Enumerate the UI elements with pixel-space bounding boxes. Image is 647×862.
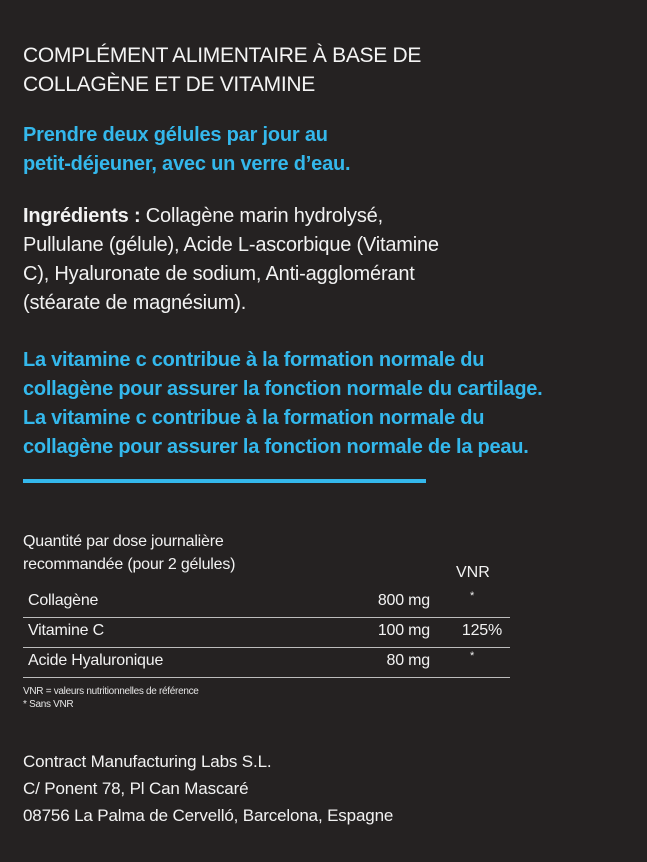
nutrition-table: [23, 588, 510, 678]
nutrition-header-line-1: Quantité par dose journalière: [23, 533, 224, 550]
nutrition-header: [23, 530, 235, 576]
ingredients-line-3: C), Hyaluronate de sodium, Anti-agglomérant: [23, 263, 415, 285]
nutrient-vnr: 125%: [461, 622, 502, 639]
usage-line-1: Prendre deux gélules par jour au: [23, 124, 328, 146]
footnotes: [23, 685, 199, 711]
nutrient-amount: 800 mg: [377, 592, 430, 609]
usage-instructions: [23, 121, 350, 179]
nutrient-vnr: *: [469, 590, 475, 602]
vnr-column-header: VNR: [456, 564, 490, 581]
ingredients-line-4: (stéarate de magnésium).: [23, 292, 247, 314]
nutrient-amount: 100 mg: [377, 622, 430, 639]
nutrient-vnr: *: [469, 650, 475, 662]
nutrient-name: Vitamine C: [28, 622, 104, 639]
health-claims: [23, 346, 542, 462]
claim-line-4: collagène pour assurer la fonction normale de la peau.: [23, 436, 529, 458]
footnote-vnr: VNR = valeurs nutritionnelles de référence: [23, 686, 199, 697]
ingredients-line-1: [23, 202, 583, 231]
claim-line-3: La vitamine c contribue à la formation normale du: [23, 407, 485, 429]
nutrient-amount: 80 mg: [386, 652, 430, 669]
product-title-line-1: COMPLÉMENT ALIMENTAIRE À BASE DE: [23, 44, 422, 67]
ingredients-block: [23, 202, 583, 318]
claim-line-2: collagène pour assurer la fonction normale du cartilage.: [23, 378, 543, 400]
accent-divider: [23, 479, 426, 483]
manufacturer-address: [23, 748, 393, 829]
product-title-line-2: COLLAGÈNE ET DE VITAMINE: [23, 73, 315, 96]
manufacturer-street: C/ Ponent 78, Pl Can Mascaré: [23, 779, 249, 798]
table-row: [23, 618, 510, 648]
nutrient-name: Acide Hyaluronique: [28, 652, 164, 669]
table-row: [23, 588, 510, 618]
ingredients-text-1: Collagène marin hydrolysé,: [140, 205, 383, 227]
usage-line-2: petit-déjeuner, avec un verre d’eau.: [23, 153, 351, 175]
table-row: [23, 648, 510, 678]
footnote-star: * Sans VNR: [23, 699, 74, 710]
claim-line-1: La vitamine c contribue à la formation normale du: [23, 349, 485, 371]
manufacturer-city: 08756 La Palma de Cervelló, Barcelona, Espagne: [23, 806, 394, 825]
ingredients-label: Ingrédients :: [23, 205, 141, 227]
product-title: [23, 41, 623, 99]
manufacturer-name: Contract Manufacturing Labs S.L.: [23, 752, 272, 771]
nutrient-name: Collagène: [28, 592, 99, 609]
ingredients-line-2: Pullulane (gélule), Acide L-ascorbique (Vitamine: [23, 234, 439, 256]
nutrition-header-line-2: recommandée (pour 2 gélules): [23, 556, 236, 573]
